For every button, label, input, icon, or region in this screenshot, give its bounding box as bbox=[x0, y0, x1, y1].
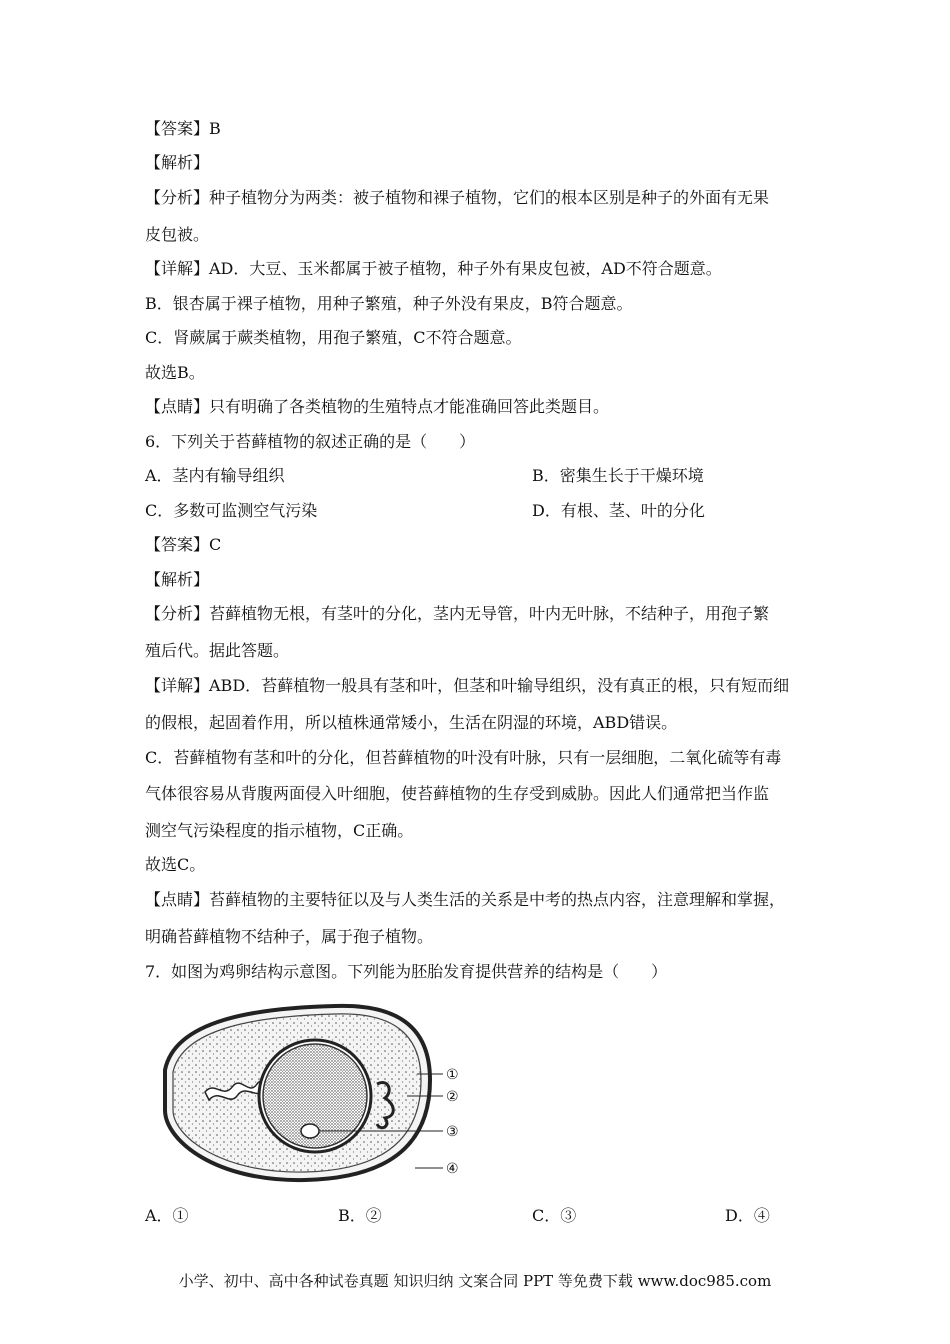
text-line: 故选C。 bbox=[145, 855, 206, 874]
text-line: 气体很容易从背腹两面侵入叶细胞，使苔藓植物的生存受到威胁。因此人们通常把当作监 bbox=[145, 784, 770, 803]
label-1: ① bbox=[446, 1067, 459, 1083]
text-line: 的假根，起固着作用，所以植株通常矮小，生活在阴湿的环境，ABD错误。 bbox=[145, 713, 678, 732]
text-line: C．肾蕨属于蕨类植物，用孢子繁殖，C不符合题意。 bbox=[145, 328, 522, 347]
text-line: 【点睛】苔藓植物的主要特征以及与人类生活的关系是中考的热点内容，注意理解和掌握， bbox=[145, 890, 786, 909]
text-line: 殖后代。据此答题。 bbox=[145, 641, 290, 660]
answer-label: 【答案】B bbox=[145, 119, 221, 138]
analysis-heading: 【解析】 bbox=[145, 153, 210, 172]
q6-option-a: A．茎内有输导组织 bbox=[145, 466, 285, 485]
footer-watermark: 小学、初中、高中各种试卷真题 知识归纳 文案合同 PPT 等免费下载 www.doc985.com bbox=[178, 1272, 772, 1290]
text-line: 故选B。 bbox=[145, 363, 205, 382]
question-7: 7．如图为鸡卵结构示意图。下列能为胚胎发育提供营养的结构是（ ） bbox=[145, 962, 668, 981]
analysis-heading: 【解析】 bbox=[145, 570, 210, 589]
question-6: 6．下列关于苔藓植物的叙述正确的是（ ） bbox=[145, 432, 476, 451]
q6-option-c: C．多数可监测空气污染 bbox=[145, 501, 318, 520]
label-markers bbox=[446, 1067, 459, 1177]
label-3: ③ bbox=[446, 1124, 459, 1140]
text-line: 【分析】种子植物分为两类：被子植物和裸子植物，它们的根本区别是种子的外面有无果 bbox=[145, 188, 770, 207]
text-line: 【详解】AD．大豆、玉米都属于被子植物，种子外有果皮包被，AD不符合题意。 bbox=[145, 259, 722, 278]
text-line: 明确苔藓植物不结种子，属于孢子植物。 bbox=[145, 927, 434, 946]
text-line: B．银杏属于裸子植物，用种子繁殖，种子外没有果皮，B符合题意。 bbox=[145, 294, 633, 313]
answer-label: 【答案】C bbox=[145, 535, 222, 554]
text-line: 测空气污染程度的指示植物，C正确。 bbox=[145, 821, 414, 840]
text-line: 【点睛】只有明确了各类植物的生殖特点才能准确回答此类题目。 bbox=[145, 397, 610, 416]
q6-option-b: B．密集生长于干燥环境 bbox=[532, 466, 704, 485]
q7-option-a: A．① bbox=[145, 1206, 189, 1225]
text-line: 皮包被。 bbox=[145, 225, 210, 244]
q7-option-c: C．③ bbox=[532, 1206, 577, 1225]
q7-option-b: B．② bbox=[338, 1206, 382, 1225]
q6-option-d: D．有根、茎、叶的分化 bbox=[532, 501, 705, 520]
egg-structure-diagram bbox=[145, 1000, 475, 1185]
q7-option-d: D．④ bbox=[725, 1206, 770, 1225]
label-4: ④ bbox=[446, 1161, 459, 1177]
label-2: ② bbox=[446, 1089, 459, 1105]
text-line: C．苔藓植物有茎和叶的分化，但苔藓植物的叶没有叶脉，只有一层细胞，二氧化硫等有毒 bbox=[145, 748, 782, 767]
text-line: 【分析】苔藓植物无根，有茎叶的分化，茎内无导管，叶内无叶脉，不结种子，用孢子繁 bbox=[145, 604, 770, 623]
text-line: 【详解】ABD．苔藓植物一般具有茎和叶，但茎和叶输导组织，没有真正的根，只有短而细 bbox=[145, 676, 790, 695]
germinal-disc bbox=[301, 1124, 319, 1138]
